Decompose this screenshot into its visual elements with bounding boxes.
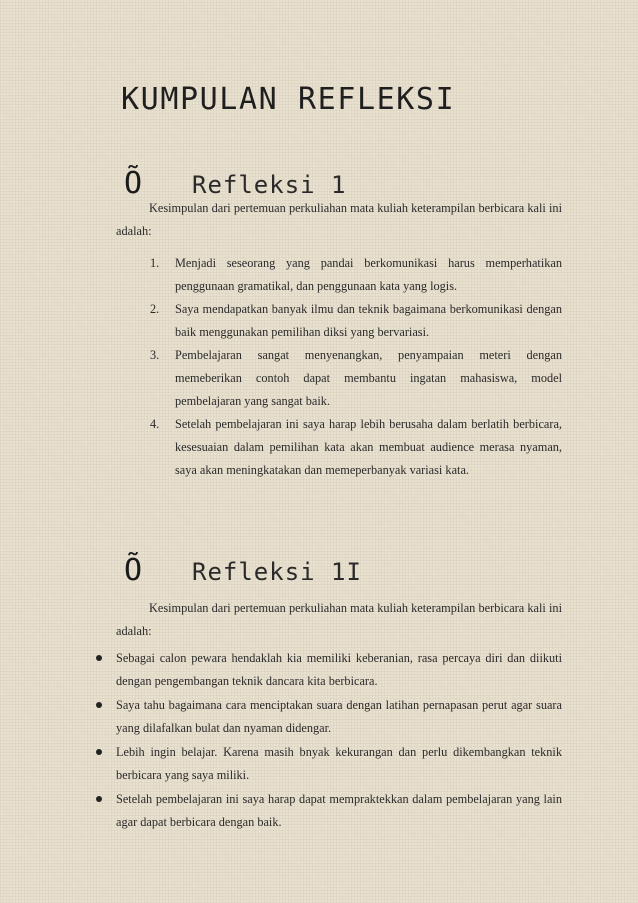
list-item — [150, 298, 562, 344]
list-item — [150, 413, 562, 482]
list-item — [94, 647, 562, 693]
list-item-text: Saya tahu bagaimana cara menciptakan suara dengan latihan pernapasan perut agar suara yang dilafalkan bulat dan nyaman didengar. — [116, 698, 562, 735]
section-heading-label: Refleksi 1 — [192, 171, 347, 199]
bullet-icon — [96, 749, 102, 755]
page-title: KUMPULAN REFLEKSI — [121, 82, 456, 117]
bullet-icon — [96, 796, 102, 802]
numbered-list — [150, 252, 562, 482]
section-intro-paragraph: Kesimpulan dari pertemuan perkuliahan mata kuliah keterampilan berbicara kali ini adalah: — [116, 601, 562, 638]
list-item — [150, 344, 562, 413]
section-heading-label: Refleksi 1I — [192, 558, 362, 586]
list-item-text: Sebagai calon pewara hendaklah kia memiliki keberanian, rasa percaya diri dan diikuti dengan pengembangan teknik dancara kita berbicara. — [116, 651, 562, 688]
bullet-list — [94, 647, 562, 834]
section-heading-refleksi-2 — [124, 553, 524, 593]
list-item-number: 3. — [150, 348, 160, 362]
bullet-icon — [96, 655, 102, 661]
list-item-number: 4. — [150, 417, 160, 431]
list-item-text: Setelah pembelajaran ini saya harap lebih berusaha dalam berlatih berbicara, kesesuaian dalam pemilihan kata akan membuat audience merasa nyaman, saya akan meningkatakan dan memeperbanyak variasi kata. — [175, 417, 562, 477]
section-marker-glyph: Õ — [124, 553, 143, 588]
section-intro-paragraph: Kesimpulan dari pertemuan perkuliahan mata kuliah keterampilan berbicara kali ini adalah: — [116, 201, 562, 238]
section-marker-glyph: Õ — [124, 166, 143, 201]
list-item-number: 1. — [150, 256, 160, 270]
list-item-text: Menjadi seseorang yang pandai berkomunikasi harus memperhatikan penggunaan gramatikal, dan penggunaan kata yang logis. — [175, 256, 562, 293]
list-item — [94, 788, 562, 834]
list-item — [94, 741, 562, 787]
list-item-text: Pembelajaran sangat menyenangkan, penyampaian meteri dengan memeberikan contoh dapat membantu ingatan mahasiswa, model pembelajaran yang sangat baik. — [175, 348, 562, 408]
list-item-text: Lebih ingin belajar. Karena masih bnyak kekurangan dan perlu dikembangkan teknik berbicara yang saya miliki. — [116, 745, 562, 782]
list-item — [94, 694, 562, 740]
list-item — [150, 252, 562, 298]
list-item-text: Setelah pembelajaran ini saya harap dapat mempraktekkan dalam pembelajaran yang lain agar dapat berbicara dengan baik. — [116, 792, 562, 829]
list-item-text: Saya mendapatkan banyak ilmu dan teknik bagaimana berkomunikasi dengan baik menggunakan pemilihan diksi yang bervariasi. — [175, 302, 562, 339]
list-item-number: 2. — [150, 302, 160, 316]
bullet-icon — [96, 702, 102, 708]
